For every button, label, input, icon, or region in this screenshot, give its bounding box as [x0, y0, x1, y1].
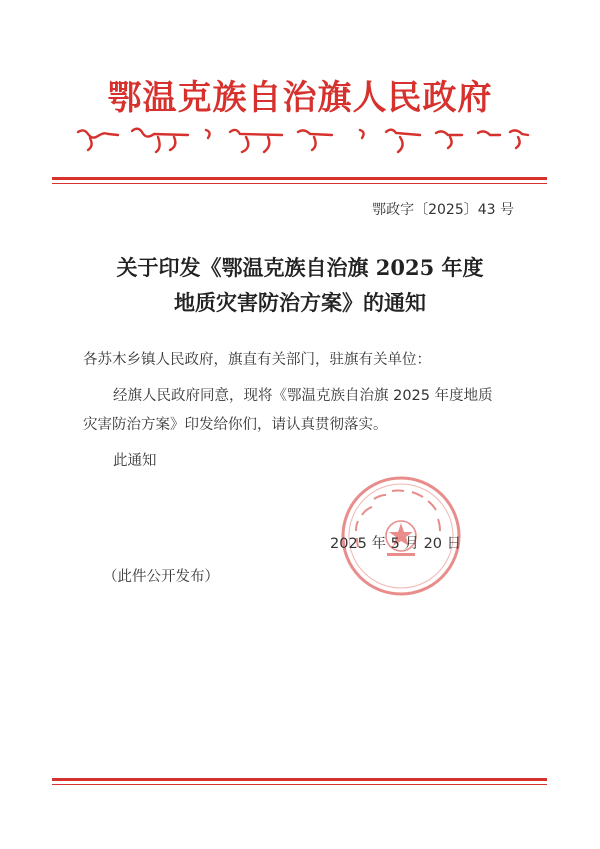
document-title-line2: 地质灾害防治方案》的通知 — [174, 290, 426, 315]
issuing-authority-title: 鄂温克族自治旗人民政府 — [107, 78, 493, 118]
closing-phrase: 此通知 — [113, 453, 157, 469]
footer-rule-thick — [52, 778, 547, 781]
header-rule-thin — [52, 183, 547, 184]
publication-note: （此件公开发布） — [103, 569, 219, 585]
recipients: 各苏木乡镇人民政府，旗直有关部门，驻旗有关单位： — [83, 352, 431, 368]
body-paragraph-line1: 经旗人民政府同意，现将《鄂温克族自治旗 2025 年度地质 — [113, 388, 493, 404]
body-paragraph-line2: 灾害防治方案》印发给你们，请认真贯彻落实。 — [83, 417, 388, 433]
document-number: 鄂政字〔2025〕43 号 — [372, 202, 514, 218]
issue-date: 2025 年 5 月 20 日 — [330, 536, 462, 552]
mongolian-script-icon — [70, 122, 530, 158]
mongolian-script-row — [70, 122, 530, 158]
header-rule-thick — [52, 177, 547, 180]
footer-rule-thin — [52, 784, 547, 785]
document-title-line1: 关于印发《鄂温克族自治旗 2025 年度 — [116, 255, 484, 280]
